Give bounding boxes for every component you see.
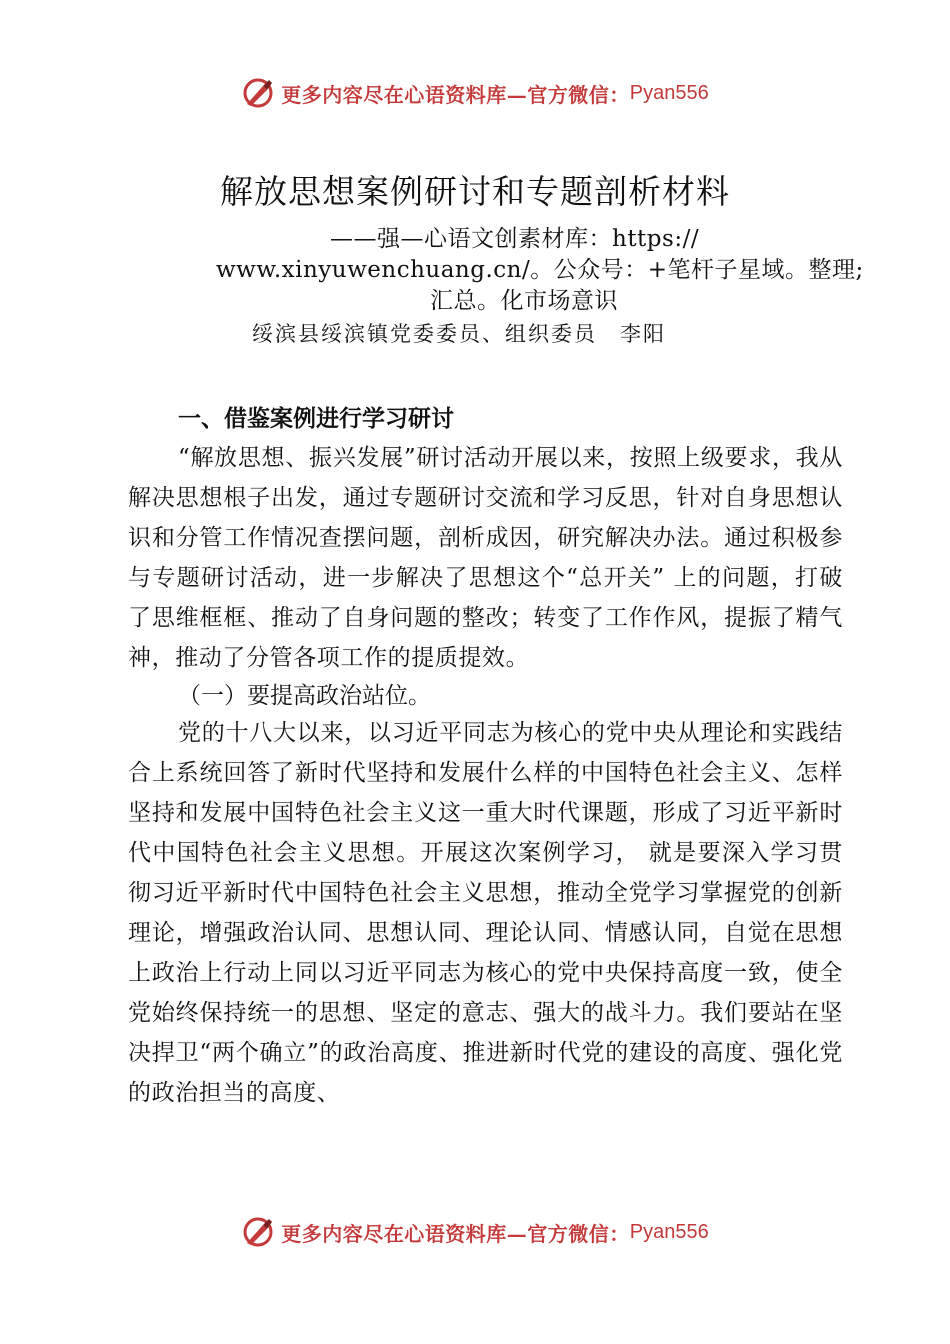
header-watermark xyxy=(0,73,950,113)
author-line: 绥滨县绥滨镇党委委员、组织委员 李阳 xyxy=(252,322,666,346)
watermark-wechat-id: Pyan556 xyxy=(629,1220,709,1243)
subtitle-line-3: 汇总。化市场意识 xyxy=(430,288,618,314)
subsection-heading: （一）要提高政治站位。 xyxy=(178,683,431,709)
section-heading: 一、借鉴案例进行学习研讨 xyxy=(178,406,454,432)
subtitle-line-1: ——强—心语文创素材库：https:// xyxy=(330,226,700,252)
pen-logo-icon xyxy=(241,76,275,110)
subtitle-line-2: www.xinyuwenchuang.cn/。公众号：+笔杆子星域。整理; xyxy=(216,257,864,283)
watermark-text: 更多内容尽在心语资料库—官方微信： xyxy=(281,82,630,107)
document-title: 解放思想案例研讨和专题剖析材料 xyxy=(220,172,730,211)
watermark-wechat-id: Pyan556 xyxy=(629,81,709,104)
pen-logo-icon xyxy=(241,1215,275,1249)
paragraph: 党的十八大以来，以习近平同志为核心的党中央从理论和实践结合上系统回答了新时代坚持和发展什么样的中国特色社会主义、怎样坚持和发展中国特色社会主义这一重大时代课题，形成了习近平新时代中国特色社会主义思想。开展这次案例学习， 就是要深入学习贯彻习近平新时代中国特色社会主义思想，推动全党学习掌握党的创新理论，增强政治认同、思想认同、理论认同、情感认同，自觉在思想上政治上行动上同以习近平同志为核心的党中央保持高度一致，使全党始终保持统一的思想、坚定的意志、强大的战斗力。我们要站在坚决捍卫“两个确立”的政治高度、推进新时代党的建设的高度、强化党的政治担当的高度、 xyxy=(128,720,843,1106)
paragraph: “解放思想、振兴发展”研讨活动开展以来，按照上级要求，我从解决思想根子出发，通过专题研讨交流和学习反思，针对自身思想认识和分管工作情况查摆问题，剖析成因，研究解决办法。通过积极参与专题研讨活动，进一步解决了思想这个“总开关” 上的问题，打破了思维框框、推动了自身问题的整改；转变了工作作风，提振了精气神，推动了分管各项工作的提质提效。 xyxy=(128,445,843,671)
footer-watermark xyxy=(0,1212,950,1252)
watermark-text: 更多内容尽在心语资料库—官方微信： xyxy=(281,1221,630,1246)
